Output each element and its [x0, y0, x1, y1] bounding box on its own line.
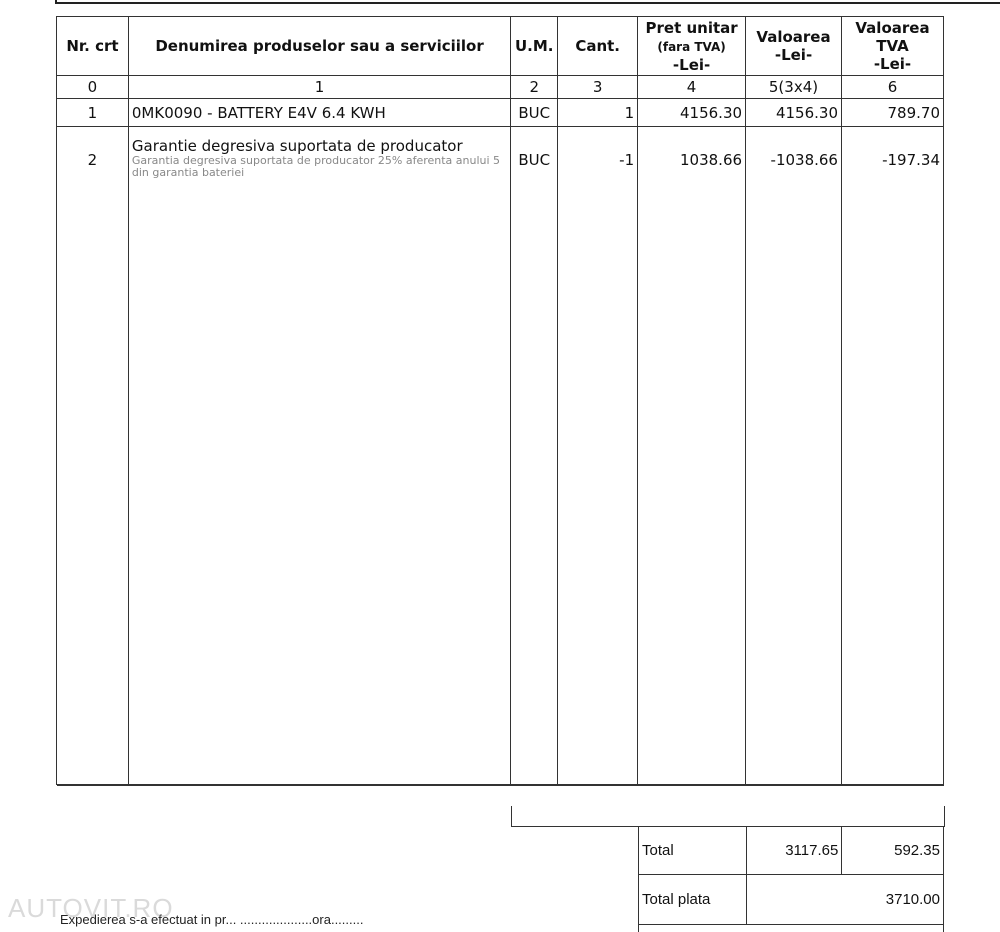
- colnum: 0: [57, 76, 129, 99]
- colnum: 4: [638, 76, 746, 99]
- colnum: 1: [128, 76, 510, 99]
- colnum: 5(3x4): [746, 76, 842, 99]
- total-plata-value: 3710.00: [746, 875, 943, 925]
- row-vat: -197.34: [841, 127, 943, 785]
- expedition-text: Expedierea s-a efectuat in pr... ....................ora.........: [60, 912, 364, 927]
- signature-row: [639, 925, 944, 932]
- colnum: 6: [841, 76, 943, 99]
- row-value: -1038.66: [746, 127, 842, 785]
- row-price: 4156.30: [638, 99, 746, 127]
- row-name: 0MK0090 - BATTERY E4V 6.4 KWH: [128, 99, 510, 127]
- row-name-cell: [128, 127, 510, 785]
- row-qty: -1: [558, 127, 638, 785]
- header-box: [55, 0, 1000, 4]
- row-vat: 789.70: [841, 99, 943, 127]
- header-line: -Lei-: [672, 55, 711, 74]
- header-nr: Nr. crt: [57, 17, 129, 76]
- total-plata-label: Total plata: [639, 875, 747, 925]
- header-line: (fara TVA): [657, 39, 726, 54]
- signature-cell: [639, 925, 944, 932]
- colnum: 3: [558, 76, 638, 99]
- header-line: -Lei-: [774, 46, 813, 64]
- column-number-row: [57, 76, 944, 99]
- header-um: U.M.: [511, 17, 558, 76]
- row-um: BUC: [511, 127, 558, 785]
- header-line: TVA: [876, 37, 909, 55]
- separator-strip: [511, 806, 945, 827]
- table-header-row: [57, 17, 944, 76]
- row-nr: 2: [57, 127, 129, 785]
- header-line: Valoarea: [855, 19, 930, 37]
- header-value: [746, 17, 842, 76]
- header-price: [638, 17, 746, 76]
- header-line: Valoarea: [756, 28, 831, 46]
- colnum: 2: [511, 76, 558, 99]
- table-bottom: [57, 785, 944, 786]
- total-plata-row: [639, 875, 944, 925]
- table-row: [57, 99, 944, 127]
- bottom-line: [57, 785, 944, 786]
- row-nr: 1: [57, 99, 129, 127]
- total-row: [639, 827, 944, 875]
- row-value: 4156.30: [746, 99, 842, 127]
- table-row: [57, 127, 944, 785]
- row-detail: Garantia degresiva suportata de producator 25% aferenta anului 5 din garantia bateriei: [131, 154, 501, 179]
- header-vat: [841, 17, 943, 76]
- watermark: AUTOVIT.RO: [8, 893, 174, 923]
- row-name: Garantie degresiva suportata de producator: [131, 137, 463, 155]
- total-value: 3117.65: [746, 827, 842, 875]
- row-um: BUC: [511, 99, 558, 127]
- row-qty: 1: [558, 99, 638, 127]
- row-price: 1038.66: [638, 127, 746, 785]
- header-line: -Lei-: [873, 55, 912, 73]
- header-name: Denumirea produselor sau a serviciilor: [128, 17, 510, 76]
- total-label: Total: [639, 827, 747, 875]
- totals-table: [638, 826, 944, 932]
- total-vat: 592.35: [842, 827, 944, 875]
- header-line: Pret unitar: [645, 18, 738, 37]
- invoice-table: [56, 16, 944, 786]
- header-qty: Cant.: [558, 17, 638, 76]
